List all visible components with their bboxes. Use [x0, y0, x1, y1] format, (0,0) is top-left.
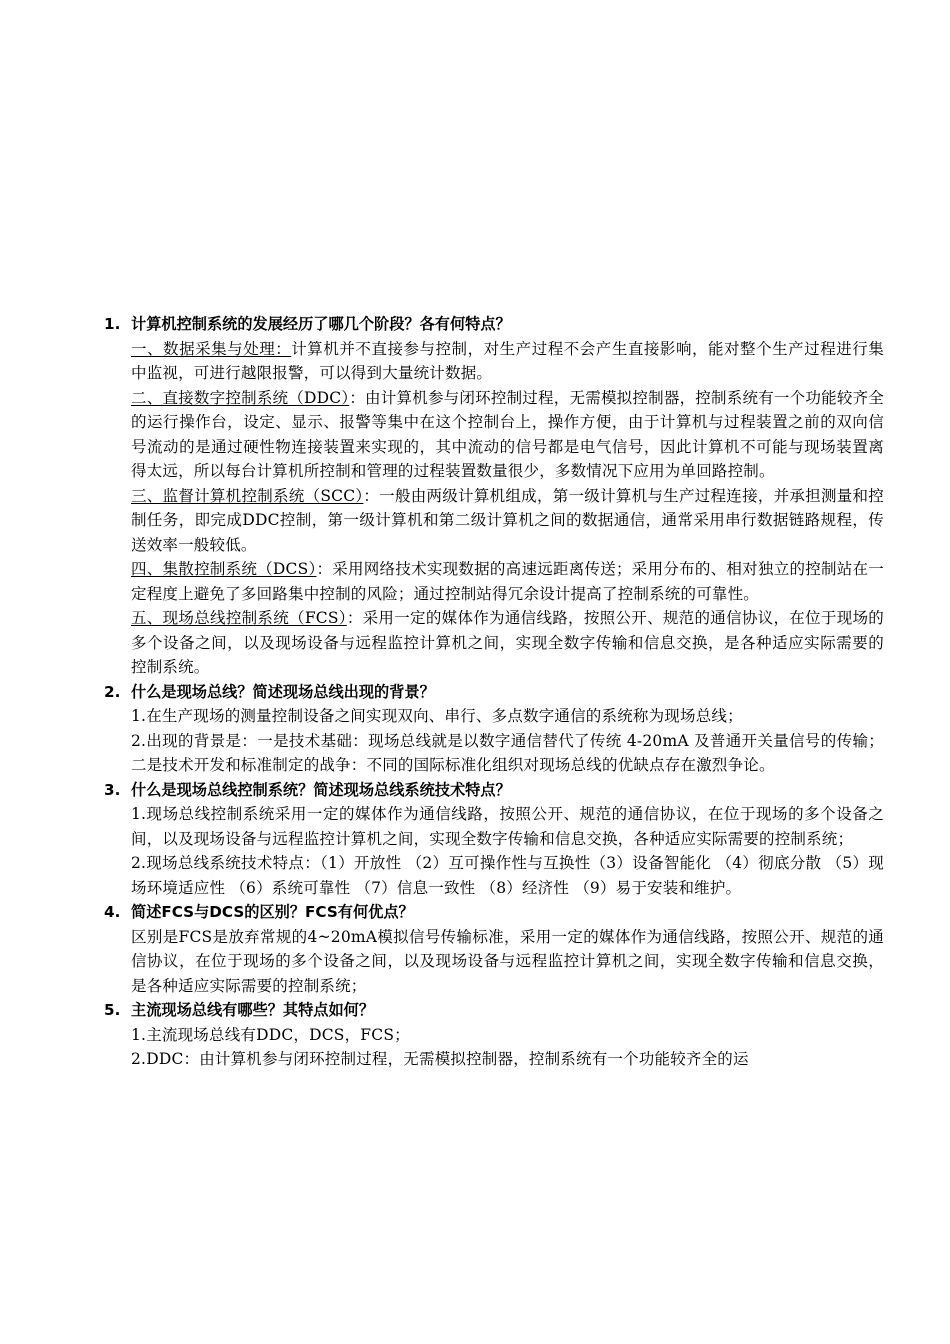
question-number: 1.: [104, 315, 121, 333]
question-title: 什么是现场总线？简述现场总线出现的背景？: [131, 682, 435, 701]
question-title: 简述FCS与DCS的区别？FCS有何优点？: [131, 903, 414, 921]
question-title: 主流现场总线有哪些？其特点如何？: [131, 1001, 374, 1019]
stage-heading: 四、集散控制系统（DCS）: [131, 560, 317, 578]
question-4-heading: [104, 900, 884, 925]
paragraph-text: ：采用一定的媒体作为通信线路，按照公开、规范的通信协议，在位于现场的多个设备之间，以及现场设备与远程监控计算机之间，实现全数字传输和信息交换，是各种适应实际需要的控制系统。: [131, 609, 885, 676]
question-number: 2.: [104, 682, 121, 701]
paragraph: [131, 1047, 884, 1072]
paragraph-text: 1.在生产现场的测量控制设备之间实现双向、串行、多点数字通信的系统称为现场总线；: [131, 707, 743, 725]
paragraph-text: 计算机并不直接参与控制，对生产过程不会产生直接影响，能对整个生产过程进行集中监视，可进行越限报警，可以得到大量统计数据。: [131, 339, 884, 382]
question-number: 5.: [104, 1001, 121, 1019]
question-2-heading: [104, 680, 884, 705]
question-1-heading: [104, 312, 884, 337]
question-number: 4.: [104, 903, 121, 921]
paragraph: [131, 386, 884, 484]
paragraph: [131, 802, 884, 851]
document-body: [104, 312, 884, 1072]
question-3-heading: [104, 778, 884, 803]
paragraph-text: 区别是FCS是放弃常规的4~20mA模拟信号传输标准，采用一定的媒体作为通信线路，按照公开、规范的通信协议，在位于现场的多个设备之间，以及现场设备与远程监控计算机之间，实现全数字传输和信息交换，是各种适应实际需要的控制系统；: [131, 927, 884, 995]
paragraph: [131, 484, 884, 558]
paragraph: [131, 1023, 884, 1048]
paragraph: [131, 557, 884, 606]
paragraph-text: 1.现场总线控制系统采用一定的媒体作为通信线路，按照公开、规范的通信协议，在位于现场的多个设备之间，以及现场设备与远程监控计算机之间，实现全数字传输和信息交换，各种适应实际需要的控制系统；: [131, 805, 884, 848]
paragraph: [131, 729, 884, 778]
paragraph-text: 2.现场总线系统技术特点：（1）开放性 （2）互可操作性与互换性（3）设备智能化 （4）彻底分散 （5）现场环境适应性 （6）系统可靠性 （7）信息一致性 （8）经济性 （9）易于安装和维护。: [131, 854, 884, 897]
paragraph: [131, 337, 884, 386]
paragraph-text: 2.出现的背景是：一是技术基础：现场总线就是以数字通信替代了传统 4-20mA 及普通开关量信号的传输； 二是技术开发和标准制定的战争：不同的国际标准化组织对现场总线的优缺点存在激烈争论。: [131, 731, 884, 774]
paragraph: [131, 925, 884, 999]
paragraph: [131, 704, 884, 729]
paragraph-text: 2.DDC：由计算机参与闭环控制过程，无需模拟控制器，控制系统有一个功能较齐全的运: [131, 1050, 749, 1068]
question-title: 计算机控制系统的发展经历了哪几个阶段？各有何特点？: [131, 315, 511, 333]
paragraph: [131, 851, 884, 900]
paragraph-text: ：由计算机参与闭环控制过程，无需模拟控制器，控制系统有一个功能较齐全的运行操作台，设定、显示、报警等集中在这个控制台上，操作方便，由于计算机与过程装置之前的双向信号流动的是通过硬性物连接装置来实现的，其中流动的信号都是电气信号，因此计算机不可能与现场装置离得太远，所以每台计算机所控制和管理的过程装置数量很少，多数情况下应用为单回路控制。: [131, 388, 884, 480]
question-5-heading: [104, 998, 884, 1023]
stage-heading: 三、监督计算机控制系统（SCC）: [131, 486, 364, 505]
question-title: 什么是现场总线控制系统？简述现场总线系统技术特点？: [131, 780, 511, 799]
paragraph-text: ：采用网络技术实现数据的高速远距离传送；采用分布的、相对独立的控制站在一定程度上避免了多回路集中控制的风险；通过控制站得冗余设计提高了控制系统的可靠性。: [131, 560, 884, 603]
paragraph-text: ：一般由两级计算机组成，第一级计算机与生产过程连接，并承担测量和控制任务，即完成DDC控制，第一级计算机和第二级计算机之间的数据通信，通常采用串行数据链路规程，传送效率一般较低。: [131, 486, 884, 554]
stage-heading: 二、直接数字控制系统（DDC）: [131, 388, 350, 407]
stage-heading: 一、数据采集与处理：: [131, 339, 292, 358]
paragraph: [131, 606, 884, 680]
stage-heading: 五、现场总线控制系统（FCS）: [131, 609, 347, 627]
question-number: 3.: [104, 780, 121, 799]
paragraph-text: 1.主流现场总线有DDC，DCS，FCS；: [131, 1025, 410, 1044]
